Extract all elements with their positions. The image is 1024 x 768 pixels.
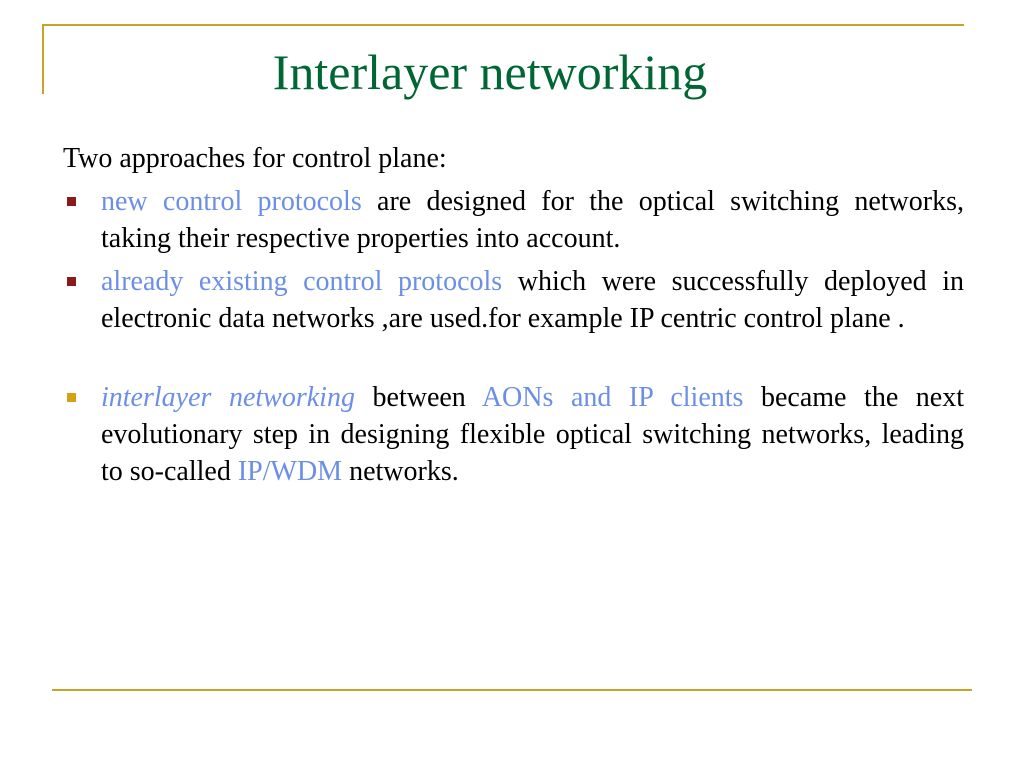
frame-bottom-line: [52, 689, 972, 691]
highlight-text: AONs and IP clients: [481, 382, 744, 413]
square-bullet-icon: [67, 197, 76, 206]
bullet-text: became the next evolutionary step in designing flexible optical switching networks, leading to so-called: [101, 382, 965, 487]
bullet-item-2: [63, 263, 964, 337]
intro-text: Two approaches for control plane:: [63, 143, 447, 174]
bullet-text: which were successfully deployed in electronic data networks ,are used.for example IP centric control plane .: [101, 266, 964, 334]
slide-content: [63, 140, 964, 496]
bullet-text: between: [354, 382, 482, 413]
highlight-text: IP/WDM: [237, 456, 343, 487]
bullet-text: are designed for the optical switching networks, taking their respective properties into account.: [101, 186, 964, 254]
highlight-text: interlayer networking: [101, 382, 355, 413]
highlight-text: already existing control protocols: [101, 266, 503, 297]
square-bullet-icon: [67, 277, 76, 286]
bullet-item-3: [63, 379, 964, 490]
highlight-text: new control protocols: [101, 186, 362, 217]
frame-top-line: [42, 24, 964, 26]
slide-title: Interlayer networking: [272, 44, 708, 100]
square-bullet-icon: [67, 393, 76, 402]
bullet-text: networks.: [342, 456, 459, 487]
bullet-item-1: [63, 183, 964, 257]
